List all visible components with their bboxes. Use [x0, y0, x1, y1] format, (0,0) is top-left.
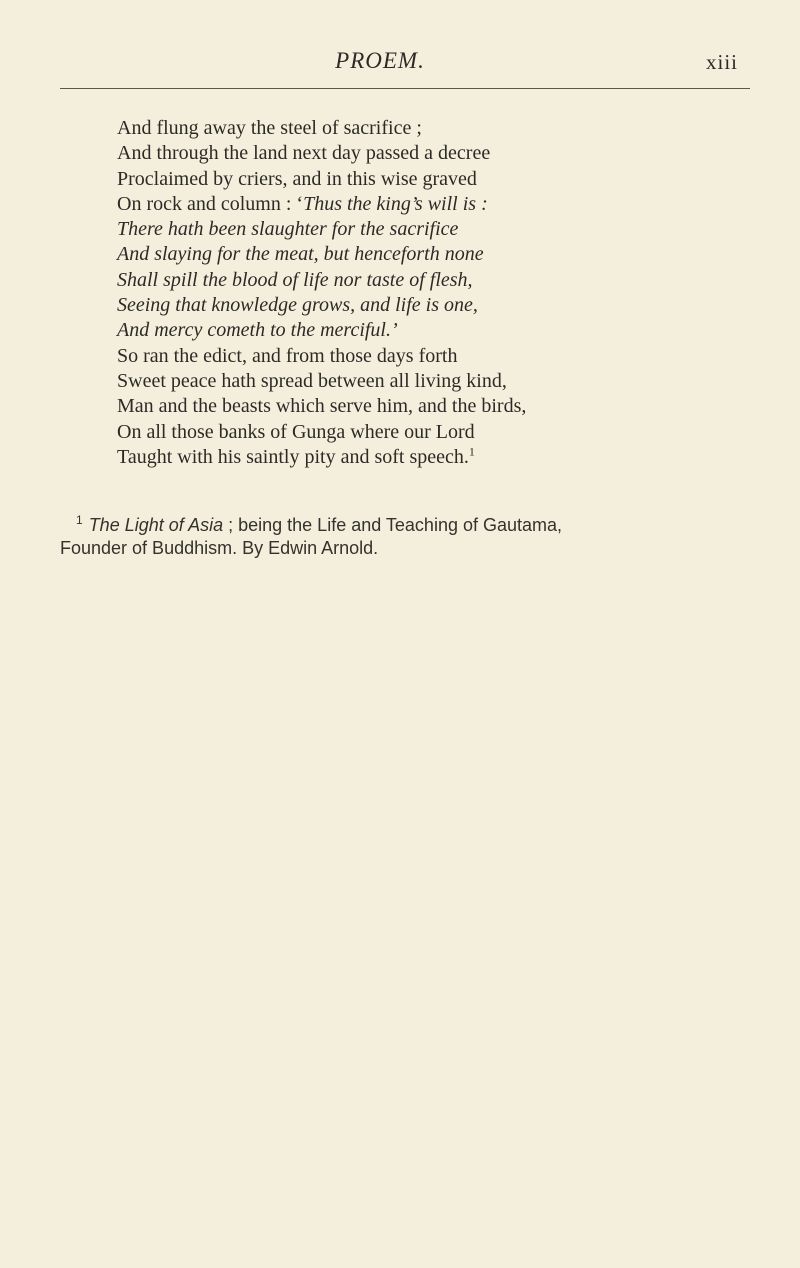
poem-line: Sweet peace hath spread between all living kind,	[117, 369, 507, 392]
page-number: xiii	[705, 50, 738, 74]
footnote-reference: 1	[468, 444, 475, 459]
footnote-line: Founder of Buddhism. By Edwin Arnold.	[60, 538, 379, 558]
poem-line: And mercy cometh to the merciful.’	[117, 319, 398, 342]
footnote-title: The Light of Asia	[88, 515, 224, 535]
poem-line	[117, 192, 717, 217]
poem-line: On all those banks of Gunga where our Lord	[117, 420, 475, 443]
header-rule	[60, 88, 750, 89]
poem-block	[117, 116, 717, 470]
poem-line-text: On rock and column : ‘	[117, 192, 304, 215]
poem-line	[117, 445, 717, 470]
footnote	[60, 514, 760, 560]
poem-line: And through the land next day passed a decree	[117, 142, 491, 165]
poem-line: Proclaimed by criers, and in this wise graved	[117, 167, 477, 190]
poem-line: Seeing that knowledge grows, and life is one,	[117, 294, 478, 317]
poem-line-italic: Thus the king’s will is :	[303, 192, 488, 215]
footnote-text: ; being the Life and Teaching of Gautama,	[223, 515, 563, 535]
poem-line: Man and the beasts which serve him, and the birds,	[117, 395, 527, 418]
poem-line: So ran the edict, and from those days forth	[117, 344, 458, 367]
poem-line: And flung away the steel of sacrifice ;	[117, 117, 422, 139]
poem-line: Shall spill the blood of life nor taste of flesh,	[117, 268, 473, 291]
footnote-mark: 1	[76, 513, 83, 527]
poem-line-text: Taught with his saintly pity and soft speech.	[117, 445, 469, 468]
poem-line: There hath been slaughter for the sacrifice	[117, 218, 459, 241]
footnote-line	[60, 514, 760, 537]
page-header	[60, 48, 738, 82]
running-title: PROEM.	[335, 48, 425, 73]
poem-line: And slaying for the meat, but henceforth none	[117, 243, 484, 266]
